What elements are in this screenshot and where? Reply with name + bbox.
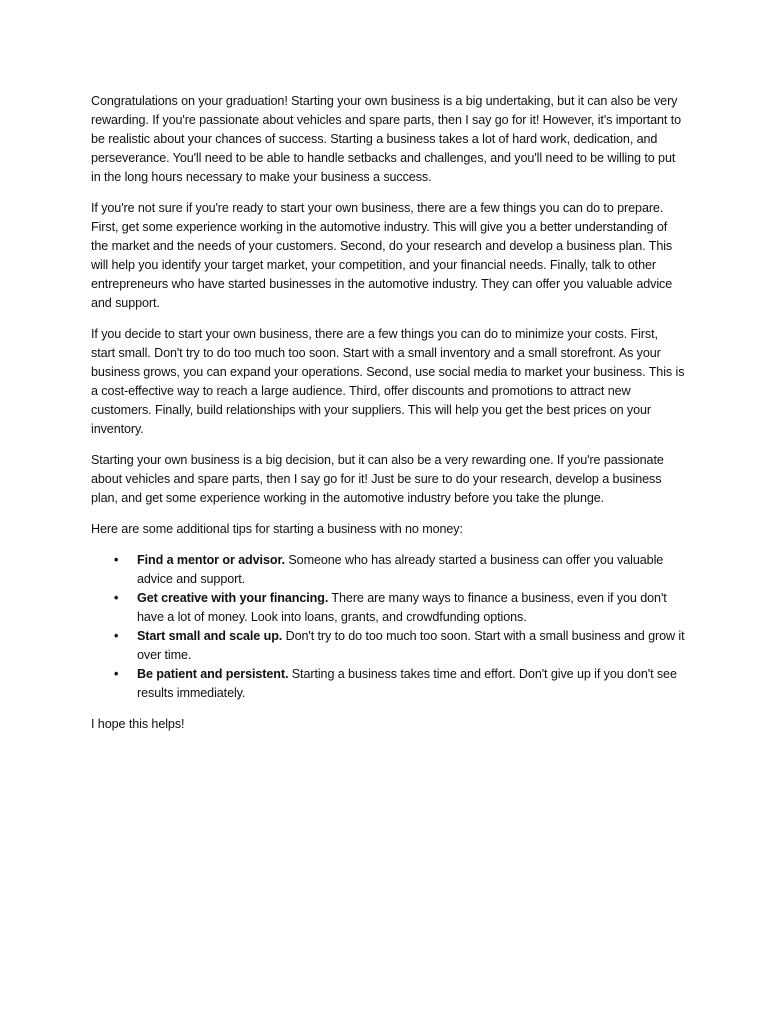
tip-item-patience	[91, 665, 685, 703]
tip-description: Don't try to do too much too soon. Start with a small business and grow it over time.	[137, 629, 685, 662]
tip-description: Someone who has already started a business can offer you valuable advice and support.	[137, 553, 664, 586]
bullet-icon: •	[114, 591, 119, 605]
tip-title: Start small and scale up.	[137, 629, 283, 643]
tip-title: Be patient and persistent.	[137, 667, 289, 681]
tip-description: Starting a business takes time and effort. Don't give up if you don't see results immediately.	[137, 667, 677, 700]
document-body	[91, 92, 685, 746]
paragraph-minimize-costs: If you decide to start your own business, there are a few things you can do to minimize your costs. First, start small. Don't try to do too much too soon. Start with a small inventory and a small storefront. As your business grows, you can expand your operations. Second, use social media to market your business. This is a cost-effective way to reach a large audience. Third, offer discounts and promotions to attract new customers. Finally, build relationships with your suppliers. This will help you get the best prices on your inventory.	[91, 327, 685, 436]
bullet-icon: •	[114, 629, 119, 643]
paragraph-congratulations: Congratulations on your graduation! Starting your own business is a big undertaking, but it can also be very rewarding. If you're passionate about vehicles and spare parts, then I say go for it! However, it's important to be realistic about your chances of success. Starting a business takes a lot of hard work, dedication, and perseverance. You'll need to be able to handle setbacks and challenges, and you'll need to be willing to put in the long hours necessary to make your business a success.	[91, 94, 682, 184]
tip-item-start-small	[91, 627, 685, 665]
tip-title: Get creative with your financing.	[137, 591, 329, 605]
tip-item-mentor	[91, 551, 685, 589]
paragraph-decision: Starting your own business is a big decision, but it can also be a very rewarding one. If you're passionate about vehicles and spare parts, then I say go for it! Just be sure to do your research, develop a business plan, and get some experience working in the automotive industry before you take the plunge.	[91, 453, 664, 505]
bullet-icon: •	[114, 667, 119, 681]
tips-intro: Here are some additional tips for starting a business with no money:	[91, 522, 463, 536]
closing-line: I hope this helps!	[91, 717, 185, 731]
tip-title: Find a mentor or advisor.	[137, 553, 285, 567]
paragraph-preparation: If you're not sure if you're ready to start your own business, there are a few things you can do to prepare. First, get some experience working in the automotive industry. This will give you a better understanding of the market and the needs of your customers. Second, do your research and develop a business plan. This will help you identify your target market, your competition, and your financial needs. Finally, talk to other entrepreneurs who have started businesses in the automotive industry. They can offer you valuable advice and support.	[91, 201, 673, 310]
tips-list	[91, 551, 685, 703]
tip-item-financing	[91, 589, 685, 627]
tip-description: There are many ways to finance a business, even if you don't have a lot of money. Look into loans, grants, and crowdfunding options.	[137, 591, 667, 624]
bullet-icon: •	[114, 553, 119, 567]
